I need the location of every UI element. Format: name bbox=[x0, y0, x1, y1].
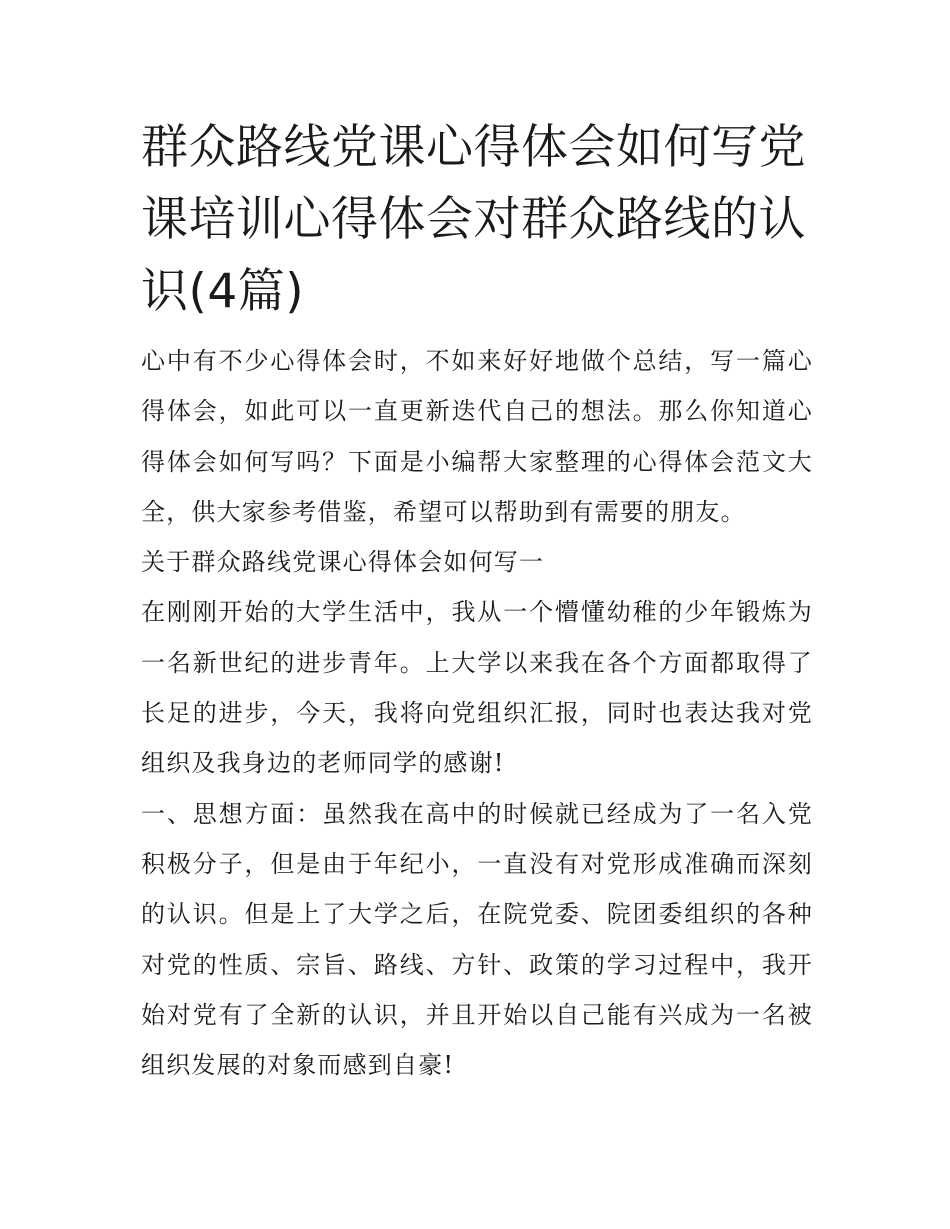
section-heading: 关于群众路线党课心得体会如何写一 bbox=[141, 548, 545, 577]
document-title: 群众路线党课心得体会如何写党课培训心得体会对群众路线的认识(4篇) bbox=[141, 120, 806, 319]
document-page bbox=[141, 112, 813, 1090]
body-paragraph: 一、思想方面：虽然我在高中的时候就已经成为了一名入党积极分子，但是由于年纪小，一直没有对党形成准确而深刻的认识。但是上了大学之后，在院党委、院团委组织的各种对党的性质、宗旨、路线、方针、政策的学习过程中，我开始对党有了全新的认识，并且开始以自己能有兴成为一名被组织发展的对象而感到自豪! bbox=[141, 799, 813, 1080]
intro-paragraph: 心中有不少心得体会时，不如来好好地做个总结，写一篇心得体会，如此可以一直更新迭代自己的想法。那么你知道心得体会如何写吗？下面是小编帮大家整理的心得体会范文大全，供大家参考借鉴，希望可以帮助到有需要的朋友。 bbox=[141, 347, 813, 526]
body-paragraph: 在刚刚开始的大学生活中，我从一个懵懂幼稚的少年锻炼为一名新世纪的进步青年。上大学以来我在各个方面都取得了长足的进步，今天，我将向党组织汇报，同时也表达我对党组织及我身边的老师同学的感谢! bbox=[141, 598, 813, 778]
document-body bbox=[141, 336, 813, 1090]
